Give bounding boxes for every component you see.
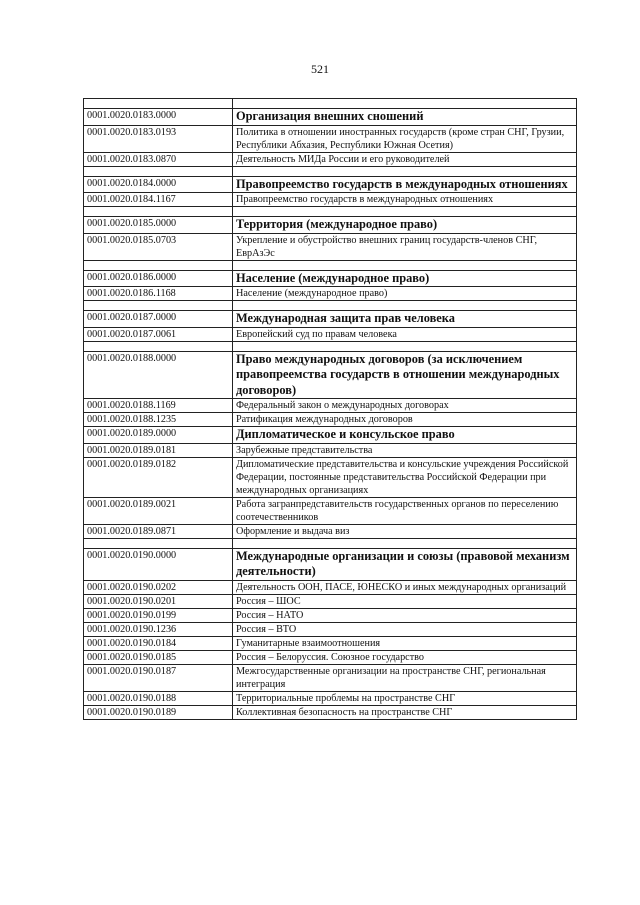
- table-row: [84, 152, 577, 166]
- item-title: Укрепление и обустройство внешних границ государств-членов СНГ, ЕврАзЭс: [233, 233, 577, 260]
- section-heading-row: [84, 548, 577, 580]
- spacer-cell: [233, 207, 577, 217]
- classifier-table: [83, 98, 577, 720]
- table-row: [84, 443, 577, 457]
- table-row: [84, 193, 577, 207]
- item-title: Население (международное право): [233, 287, 577, 301]
- table-row: [84, 636, 577, 650]
- table-row: [84, 650, 577, 664]
- section-title: Территория (международное право): [233, 217, 577, 234]
- spacer-cell: [84, 301, 233, 311]
- section-heading-row: [84, 270, 577, 287]
- spacer-cell: [84, 341, 233, 351]
- classifier-code: 0001.0020.0190.0202: [84, 580, 233, 594]
- table-row: [84, 233, 577, 260]
- section-title: Право международных договоров (за исключением правопреемства государств в отношении международных договоров): [233, 351, 577, 399]
- classifier-code: 0001.0020.0190.0187: [84, 664, 233, 691]
- classifier-code: 0001.0020.0183.0870: [84, 152, 233, 166]
- item-title: Межгосударственные организации на пространстве СНГ, региональная интеграция: [233, 664, 577, 691]
- classifier-code: 0001.0020.0186.1168: [84, 287, 233, 301]
- classifier-code: 0001.0020.0188.0000: [84, 351, 233, 399]
- item-title: Россия – Белоруссия. Союзное государство: [233, 650, 577, 664]
- spacer-row: [84, 166, 577, 176]
- item-title: Зарубежные представительства: [233, 443, 577, 457]
- item-title: Политика в отношении иностранных государств (кроме стран СНГ, Грузии, Республики Абхазия, Республики Южная Осетия): [233, 125, 577, 152]
- classifier-code: 0001.0020.0189.0182: [84, 457, 233, 497]
- classifier-code: 0001.0020.0185.0000: [84, 217, 233, 234]
- item-title: Дипломатические представительства и консульские учреждения Российской Федерации, постоянные представительства Российской Федерации при международных организациях: [233, 457, 577, 497]
- classifier-code: 0001.0020.0185.0703: [84, 233, 233, 260]
- table-row: [84, 457, 577, 497]
- item-title: Коллективная безопасность на пространстве СНГ: [233, 705, 577, 719]
- classifier-code: 0001.0020.0190.0184: [84, 636, 233, 650]
- classifier-code: 0001.0020.0183.0000: [84, 109, 233, 126]
- table-row: [84, 664, 577, 691]
- section-heading-row: [84, 351, 577, 399]
- item-title: Территориальные проблемы на пространстве СНГ: [233, 691, 577, 705]
- section-heading-row: [84, 109, 577, 126]
- classifier-code: 0001.0020.0190.0188: [84, 691, 233, 705]
- item-title: Россия – ШОС: [233, 594, 577, 608]
- classifier-code: 0001.0020.0188.1169: [84, 399, 233, 413]
- classifier-code: 0001.0020.0190.1236: [84, 622, 233, 636]
- item-title: Европейский суд по правам человека: [233, 327, 577, 341]
- table-row: [84, 580, 577, 594]
- table-row: [84, 608, 577, 622]
- spacer-cell: [84, 260, 233, 270]
- table-row: [84, 524, 577, 538]
- item-title: Россия – НАТО: [233, 608, 577, 622]
- section-title: Организация внешних сношений: [233, 109, 577, 126]
- classifier-code: 0001.0020.0189.0000: [84, 427, 233, 444]
- classifier-code: 0001.0020.0184.0000: [84, 176, 233, 193]
- spacer-row: [84, 99, 577, 109]
- spacer-cell: [233, 99, 577, 109]
- table-row: [84, 327, 577, 341]
- section-heading-row: [84, 217, 577, 234]
- table-row: [84, 125, 577, 152]
- spacer-row: [84, 538, 577, 548]
- item-title: Оформление и выдача виз: [233, 524, 577, 538]
- section-title: Дипломатическое и консульское право: [233, 427, 577, 444]
- table-row: [84, 705, 577, 719]
- spacer-cell: [84, 166, 233, 176]
- classifier-code: 0001.0020.0186.0000: [84, 270, 233, 287]
- table-row: [84, 622, 577, 636]
- classifier-code: 0001.0020.0183.0193: [84, 125, 233, 152]
- section-title: Правопреемство государств в международных отношениях: [233, 176, 577, 193]
- classifier-rows: [84, 99, 577, 720]
- table-row: [84, 691, 577, 705]
- classifier-code: 0001.0020.0189.0871: [84, 524, 233, 538]
- section-title: Население (международное право): [233, 270, 577, 287]
- item-title: Работа загранпредставительств государственных органов по переселению соотечественников: [233, 497, 577, 524]
- section-heading-row: [84, 176, 577, 193]
- item-title: Правопреемство государств в международных отношениях: [233, 193, 577, 207]
- table-row: [84, 399, 577, 413]
- spacer-cell: [233, 538, 577, 548]
- classifier-code: 0001.0020.0187.0061: [84, 327, 233, 341]
- spacer-cell: [84, 99, 233, 109]
- classifier-code: 0001.0020.0187.0000: [84, 311, 233, 328]
- spacer-row: [84, 260, 577, 270]
- classifier-code: 0001.0020.0188.1235: [84, 413, 233, 427]
- section-heading-row: [84, 427, 577, 444]
- section-title: Международная защита прав человека: [233, 311, 577, 328]
- section-title: Международные организации и союзы (правовой механизм деятельности): [233, 548, 577, 580]
- table-row: [84, 413, 577, 427]
- item-title: Ратификация международных договоров: [233, 413, 577, 427]
- item-title: Деятельность ООН, ПАСЕ, ЮНЕСКО и иных международных организаций: [233, 580, 577, 594]
- classifier-code: 0001.0020.0190.0199: [84, 608, 233, 622]
- spacer-cell: [233, 301, 577, 311]
- spacer-cell: [233, 341, 577, 351]
- classifier-code: 0001.0020.0190.0000: [84, 548, 233, 580]
- table-row: [84, 594, 577, 608]
- item-title: Федеральный закон о международных договорах: [233, 399, 577, 413]
- item-title: Деятельность МИДа России и его руководителей: [233, 152, 577, 166]
- classifier-code: 0001.0020.0184.1167: [84, 193, 233, 207]
- classifier-code: 0001.0020.0189.0021: [84, 497, 233, 524]
- classifier-code: 0001.0020.0190.0189: [84, 705, 233, 719]
- spacer-row: [84, 207, 577, 217]
- spacer-row: [84, 301, 577, 311]
- item-title: Гуманитарные взаимоотношения: [233, 636, 577, 650]
- spacer-cell: [233, 166, 577, 176]
- spacer-cell: [84, 207, 233, 217]
- spacer-cell: [233, 260, 577, 270]
- section-heading-row: [84, 311, 577, 328]
- table-row: [84, 287, 577, 301]
- spacer-cell: [84, 538, 233, 548]
- classifier-code: 0001.0020.0189.0181: [84, 443, 233, 457]
- page-number: 521: [311, 62, 329, 76]
- spacer-row: [84, 341, 577, 351]
- classifier-code: 0001.0020.0190.0201: [84, 594, 233, 608]
- item-title: Россия – ВТО: [233, 622, 577, 636]
- table-row: [84, 497, 577, 524]
- classifier-code: 0001.0020.0190.0185: [84, 650, 233, 664]
